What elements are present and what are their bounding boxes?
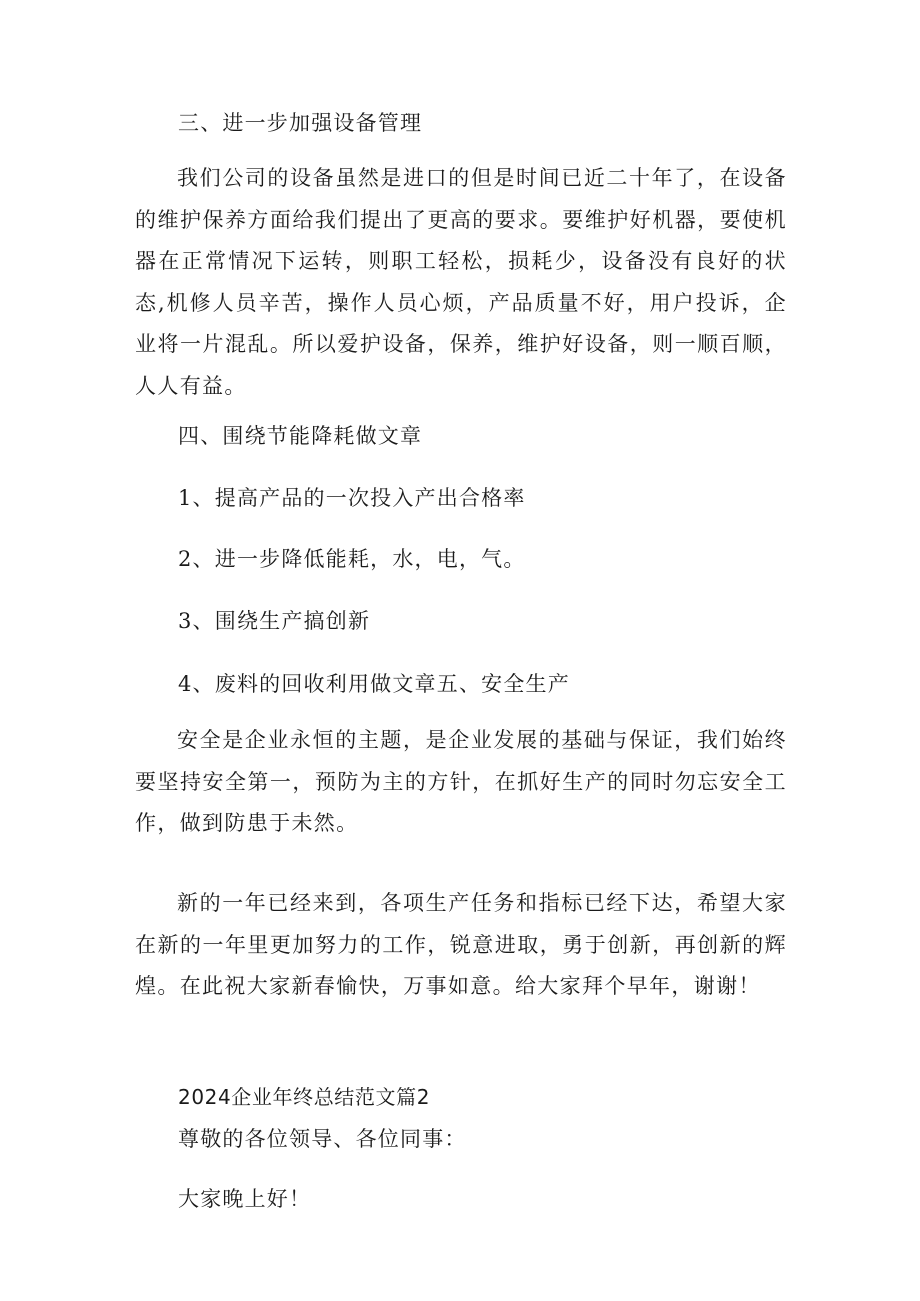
paragraph-safety: 安全是企业永恒的主题，是企业发展的基础与保证，我们始终要坚持安全第一，预防为主的方针，在抓好生产的同时勿忘安全工作，做到防患于未然。 [135, 728, 787, 835]
salutation: 尊敬的各位领导、各位同事： [178, 1127, 467, 1151]
greeting: 大家晚上好！ [178, 1187, 312, 1211]
paragraph-new-year: 新的一年已经来到，各项生产任务和指标已经下达，希望大家在新的一年里更加努力的工作，锐意进取，勇于创新，再创新的辉煌。在此祝大家新春愉快，万事如意。给大家拜个早年，谢谢！ [135, 891, 787, 998]
list-item-4: 4、废料的回收利用做文章五、安全生产 [178, 672, 570, 696]
list-item-1: 1、提高产品的一次投入产出合格率 [178, 486, 526, 510]
list-item-2: 2、进一步降低能耗，水，电，气。 [178, 547, 526, 571]
paragraph-equipment: 我们公司的设备虽然是进口的但是时间已近二十年了，在设备的维护保养方面给我们提出了更高的要求。要维护好机器，要使机器在正常情况下运转，则职工轻松，损耗少，设备没有良好的状态,机修人员辛苦，操作人员心烦，产品质量不好，用户投诉，企业将一片混乱。所以爱护设备，保养，维护好设备，则一顺百顺，人人有益。 [135, 166, 787, 398]
section-heading-energy: 四、围绕节能降耗做文章 [178, 424, 423, 448]
article-title: 2024企业年终总结范文篇2 [178, 1085, 431, 1109]
section-heading-equipment: 三、进一步加强设备管理 [178, 111, 423, 135]
list-item-3: 3、围绕生产搞创新 [178, 609, 371, 633]
